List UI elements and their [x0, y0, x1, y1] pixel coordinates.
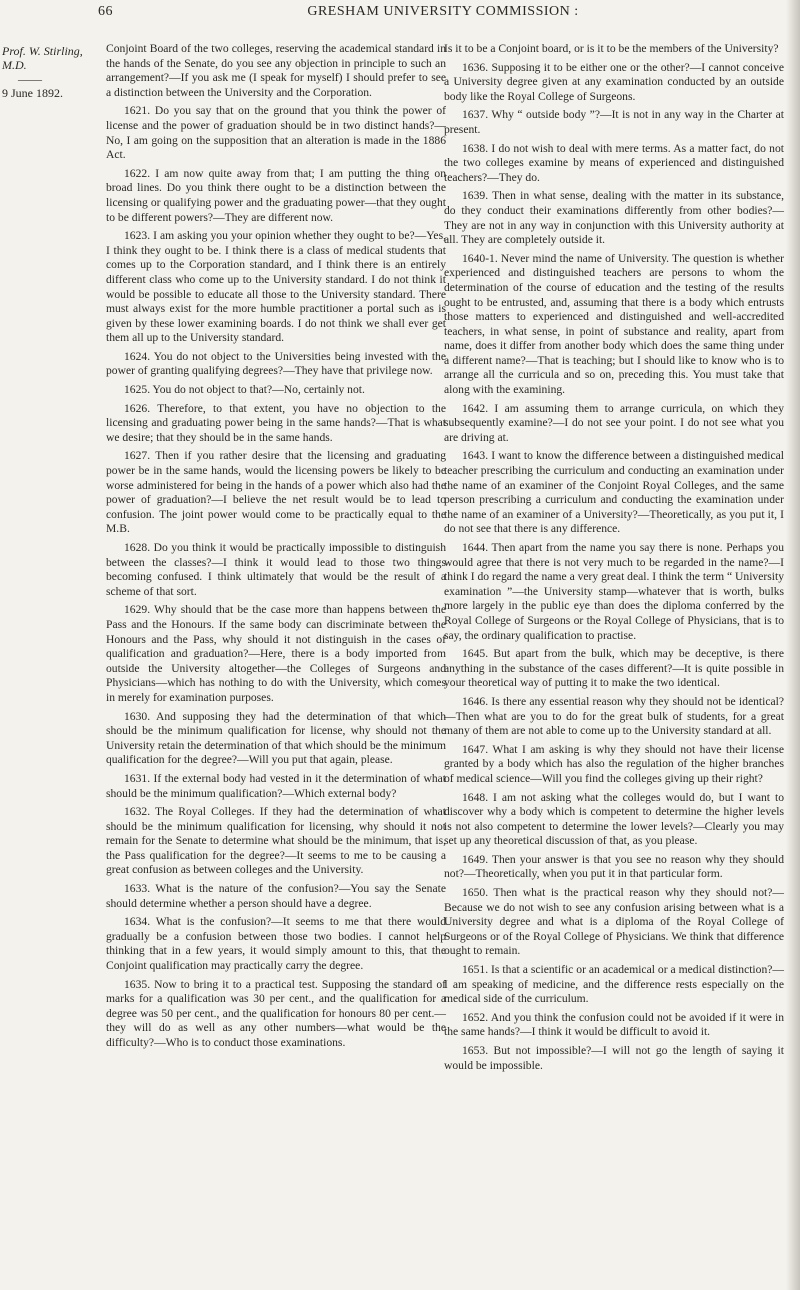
paragraph: 1635. Now to bring it to a practical test. Supposing the standard of marks for a qualification was 30 per cent., and the qualification for a degree was 50 per cent., and the qualification for honours 80 per cent.—they will do as well as any other numbers—what would be the difficulty?—Who is to conduct those examinations.	[106, 977, 446, 1049]
paragraph: 1623. I am asking you your opinion whether they ought to be?—Yes, I think they ought to be. I think there is a class of medical students that comes up to the Corporation standard, and I think there is an entirely different class who come up to the University standard. I do not think it would be possible to educate all those to the University standard. There must always exist for the more humble practitioner a portal such as is given by these lower examining boards. I do not think we shall ever get them all up to the University standard.	[106, 229, 446, 345]
paragraph: 1633. What is the nature of the confusion?—You say the Senate should determine whether a person should have a degree.	[106, 882, 446, 910]
page-number: 66	[98, 4, 113, 19]
paragraph: 1634. What is the confusion?—It seems to me that there would gradually be a confusion between those two bodies. I cannot help thinking that in a few years, it would simply amount to this, that the Conjoint qualification may practically carry the degree.	[106, 915, 446, 973]
paragraph: 1626. Therefore, to that extent, you have no objection to the licensing and graduating power being in the same hands?—That is what we desire; that they should be in the same hands.	[106, 401, 446, 444]
paragraph: 1647. What I am asking is why they should not have their license granted by a body which has also the regulation of the higher branches of medical science—Will you find the colleges giving up their right?	[444, 742, 784, 785]
paragraph: 1630. And supposing they had the determination of that which should be the minimum qualification for license, why should not the University retain the determination of that which should be the minimum qualification for the degree?—Will you put that again, please.	[106, 709, 446, 767]
paragraph: 1643. I want to know the difference between a distinguished medical teacher prescribing the curriculum and conducting an examination under the name of an examiner of the Conjoint Royal Colleges, and the same person prescribing a curriculum and conducting the examination under the name of an examiner of a University?—Theoretically, as you put it, I do not see that there is any difference.	[444, 449, 784, 536]
paragraph: 1639. Then in what sense, dealing with the matter in its substance, do they conduct their examinations differently from other bodies?—They are not in any way in conjunction with this University authority at all. They are completely outside it.	[444, 189, 784, 247]
paragraph: 1636. Supposing it to be either one or the other?—I cannot conceive a University degree given at any examination conducted by an outside body like the Royal College of Surgeons.	[444, 60, 784, 103]
paragraph: 1652. And you think the confusion could not be avoided if it were in the same hands?—I think it would be difficult to avoid it.	[444, 1010, 784, 1039]
paragraph: 1645. But apart from the bulk, which may be deceptive, is there anything in the substance of the cases different?—It is quite possible in your theoretical way of putting it to make the two identical.	[444, 647, 784, 690]
running-title: GRESHAM UNIVERSITY COMMISSION :	[307, 4, 579, 19]
paragraph: Conjoint Board of the two colleges, reserving the academical standard in the hands of the Senate, do you see any objection in principle to such an arrangement?—If you ask me (I speak for myself) I should prefer to see a distinction between the University and the Corporation.	[106, 42, 446, 99]
paragraph: 1650. Then what is the practical reason why they should not?—Because we do not wish to see any confusion arising between what is a University degree and what is a diploma of the Royal College of Surgeons or of the Royal College of Physicians. We think that difference ought to remain.	[444, 886, 784, 958]
paragraph: 1644. Then apart from the name you say there is none. Perhaps you would agree that there is not very much to be regarded in the name?—I think I do regard the name a very great deal. I think the term “ University examination ”—the University stamp—whatever that is worth, bulks more largely in the public eye than does the diploma conferred by the Royal College of Surgeons or the Royal College of Physicians, that is to say, the ordinary qualification to practise.	[444, 541, 784, 642]
paragraph: 1624. You do not object to the Universities being invested with the power of granting qualifying degrees?—They have that privilege now.	[106, 349, 446, 378]
paragraph: 1648. I am not asking what the colleges would do, but I want to discover why a body which is competent to determine the higher levels is not also competent to determine the lower levels?—Clearly you may set up any theoretical discussion of that, as you please.	[444, 790, 784, 848]
paragraph: 1651. Is that a scientific or an academical or a medical distinction?—I am speaking of medicine, and the difference rests especially on the medical side of the curriculum.	[444, 963, 784, 1006]
page-header	[98, 4, 788, 30]
page-edge-shadow	[786, 0, 800, 1290]
paragraph: 1646. Is there any essential reason why they should not be identical?—Then what are you to do for the great bulk of students, for a great many of them are not able to come up to the University standard at all.	[444, 694, 784, 738]
paragraph: 1640-1. Never mind the name of University. The question is whether experienced and distinguished teachers are persons to whom the determination of the course of education and the testing of the results ought to be entrusted, and, assuming that there is a body which entrusts those matters to experienced and distinguished and well-accredited teachers, in what sense, in point of substance and reality, apart from name, does it differ from another body which does the same thing under a different name?—That is teaching; but I should like to know who is to arrange all the curricula and so on, preceding this. You must take that along with the examining.	[444, 251, 784, 397]
right-column	[444, 42, 784, 1077]
paragraph: 1637. Why “ outside body ”?—It is not in any way in the Charter at present.	[444, 108, 784, 136]
margin-note	[2, 44, 94, 100]
paragraph: 1622. I am now quite away from that; I am putting the thing on broad lines. Do you think there ought to be a distinction between the licensing or qualifying power and the graduating power—that they ought to be different powers?—They are different now.	[106, 166, 446, 224]
paragraph: 1632. The Royal Colleges. If they had the determination of what should be the minimum qualification for licensing, why should it not remain for the Senate to determine what should be the minimum, that is, the Pass qualification for the degree?—It seems to me to be causing a great confusion as between colleges and the University.	[106, 805, 446, 877]
witness-name: Prof. W. Stirling, M.D.	[2, 44, 83, 72]
margin-dash: ——	[18, 72, 42, 86]
paragraph: 1629. Why should that be the case more than happens between the Pass and the Honours. If the same body can discriminate between the Honours and the Pass, why should it not distinguish in the cases of qualification and graduation?—Here, there is a body imported from outside the University altogether—the Colleges of Surgeons and Physicians—which has nothing to do with the University, which comes in merely for examination purposes.	[106, 603, 446, 704]
paragraph: 1621. Do you say that on the ground that you think the power of license and the power of graduation should be in two distinct hands?—No, I am going on the supposition that an alteration is made in the 1886 Act.	[106, 104, 446, 162]
paragraph: 1628. Do you think it would be practically impossible to distinguish between the classes?—I think it would lead to those two things becoming confused. I think ultimately that would be the result of a scheme of that sort.	[106, 541, 446, 598]
paragraph: 1631. If the external body had vested in it the determination of what should be the minimum qualification?—Which external body?	[106, 771, 446, 800]
paragraph: 1638. I do not wish to deal with mere terms. As a matter fact, do not the two colleges examine by means of experienced and distinguished teachers?—They do.	[444, 141, 784, 184]
session-date: 9 June 1892.	[2, 86, 63, 100]
left-column	[106, 42, 446, 1055]
paragraph: 1649. Then your answer is that you see no reason why they should not?—Theoretically, when you put it in that particular form.	[444, 852, 784, 881]
paragraph: 1653. But not impossible?—I will not go the length of saying it would be impossible.	[444, 1044, 784, 1072]
paragraph: 1642. I am assuming them to arrange curricula, on which they subsequently examine?—I do not see your point. I do not see what you are driving at.	[444, 401, 784, 444]
paragraph: 1625. You do not object to that?—No, certainly not.	[124, 383, 365, 397]
paragraph: 1627. Then if you rather desire that the licensing and graduating power be in the same hands, would the licensing powers be likely to be worse administered for being in the hands of a power which also had the power of graduation?—I believe the net result would be to lead to confusion. The joint power would come to be practically equal to the M.B.	[106, 449, 446, 536]
paragraph: Is it to be a Conjoint board, or is it to be the members of the University?	[444, 42, 779, 55]
